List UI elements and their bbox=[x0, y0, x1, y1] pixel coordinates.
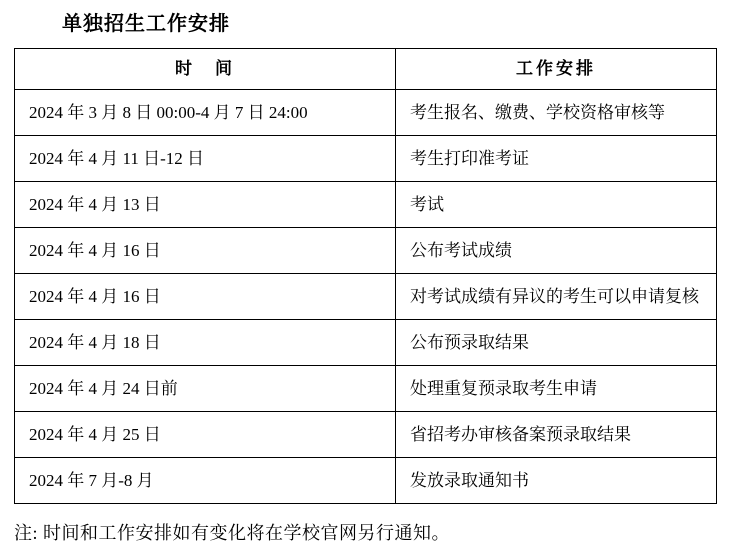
column-header-task: 工作安排 bbox=[396, 49, 717, 90]
cell-time: 2024 年 4 月 11 日-12 日 bbox=[15, 136, 396, 182]
table-header bbox=[15, 49, 717, 90]
table-row bbox=[15, 412, 717, 458]
cell-task: 对考试成绩有异议的考生可以申请复核 bbox=[396, 274, 717, 320]
cell-time: 2024 年 4 月 16 日 bbox=[15, 228, 396, 274]
cell-task: 考生报名、缴费、学校资格审核等 bbox=[396, 90, 717, 136]
cell-time: 2024 年 4 月 16 日 bbox=[15, 274, 396, 320]
cell-time: 2024 年 4 月 24 日前 bbox=[15, 366, 396, 412]
table-body bbox=[15, 90, 717, 504]
cell-task: 发放录取通知书 bbox=[396, 458, 717, 504]
table-row bbox=[15, 274, 717, 320]
table-row bbox=[15, 366, 717, 412]
cell-time: 2024 年 3 月 8 日 00:00-4 月 7 日 24:00 bbox=[15, 90, 396, 136]
document-page bbox=[0, 10, 754, 544]
cell-time: 2024 年 4 月 18 日 bbox=[15, 320, 396, 366]
cell-task: 公布预录取结果 bbox=[396, 320, 717, 366]
schedule-table bbox=[14, 48, 717, 504]
table-row bbox=[15, 90, 717, 136]
cell-time: 2024 年 4 月 25 日 bbox=[15, 412, 396, 458]
table-row bbox=[15, 458, 717, 504]
table-row bbox=[15, 320, 717, 366]
table-header-row bbox=[15, 49, 717, 90]
cell-task: 处理重复预录取考生申请 bbox=[396, 366, 717, 412]
cell-task: 考试 bbox=[396, 182, 717, 228]
cell-task: 省招考办审核备案预录取结果 bbox=[396, 412, 717, 458]
cell-task: 考生打印准考证 bbox=[396, 136, 717, 182]
table-row bbox=[15, 182, 717, 228]
cell-time: 2024 年 7 月-8 月 bbox=[15, 458, 396, 504]
cell-task: 公布考试成绩 bbox=[396, 228, 717, 274]
cell-time: 2024 年 4 月 13 日 bbox=[15, 182, 396, 228]
footer-note: 注: 时间和工作安排如有变化将在学校官网另行通知。 bbox=[14, 523, 450, 543]
table-row bbox=[15, 228, 717, 274]
column-header-time: 时 间 bbox=[15, 49, 396, 90]
table-row bbox=[15, 136, 717, 182]
page-title: 单独招生工作安排 bbox=[62, 13, 230, 35]
